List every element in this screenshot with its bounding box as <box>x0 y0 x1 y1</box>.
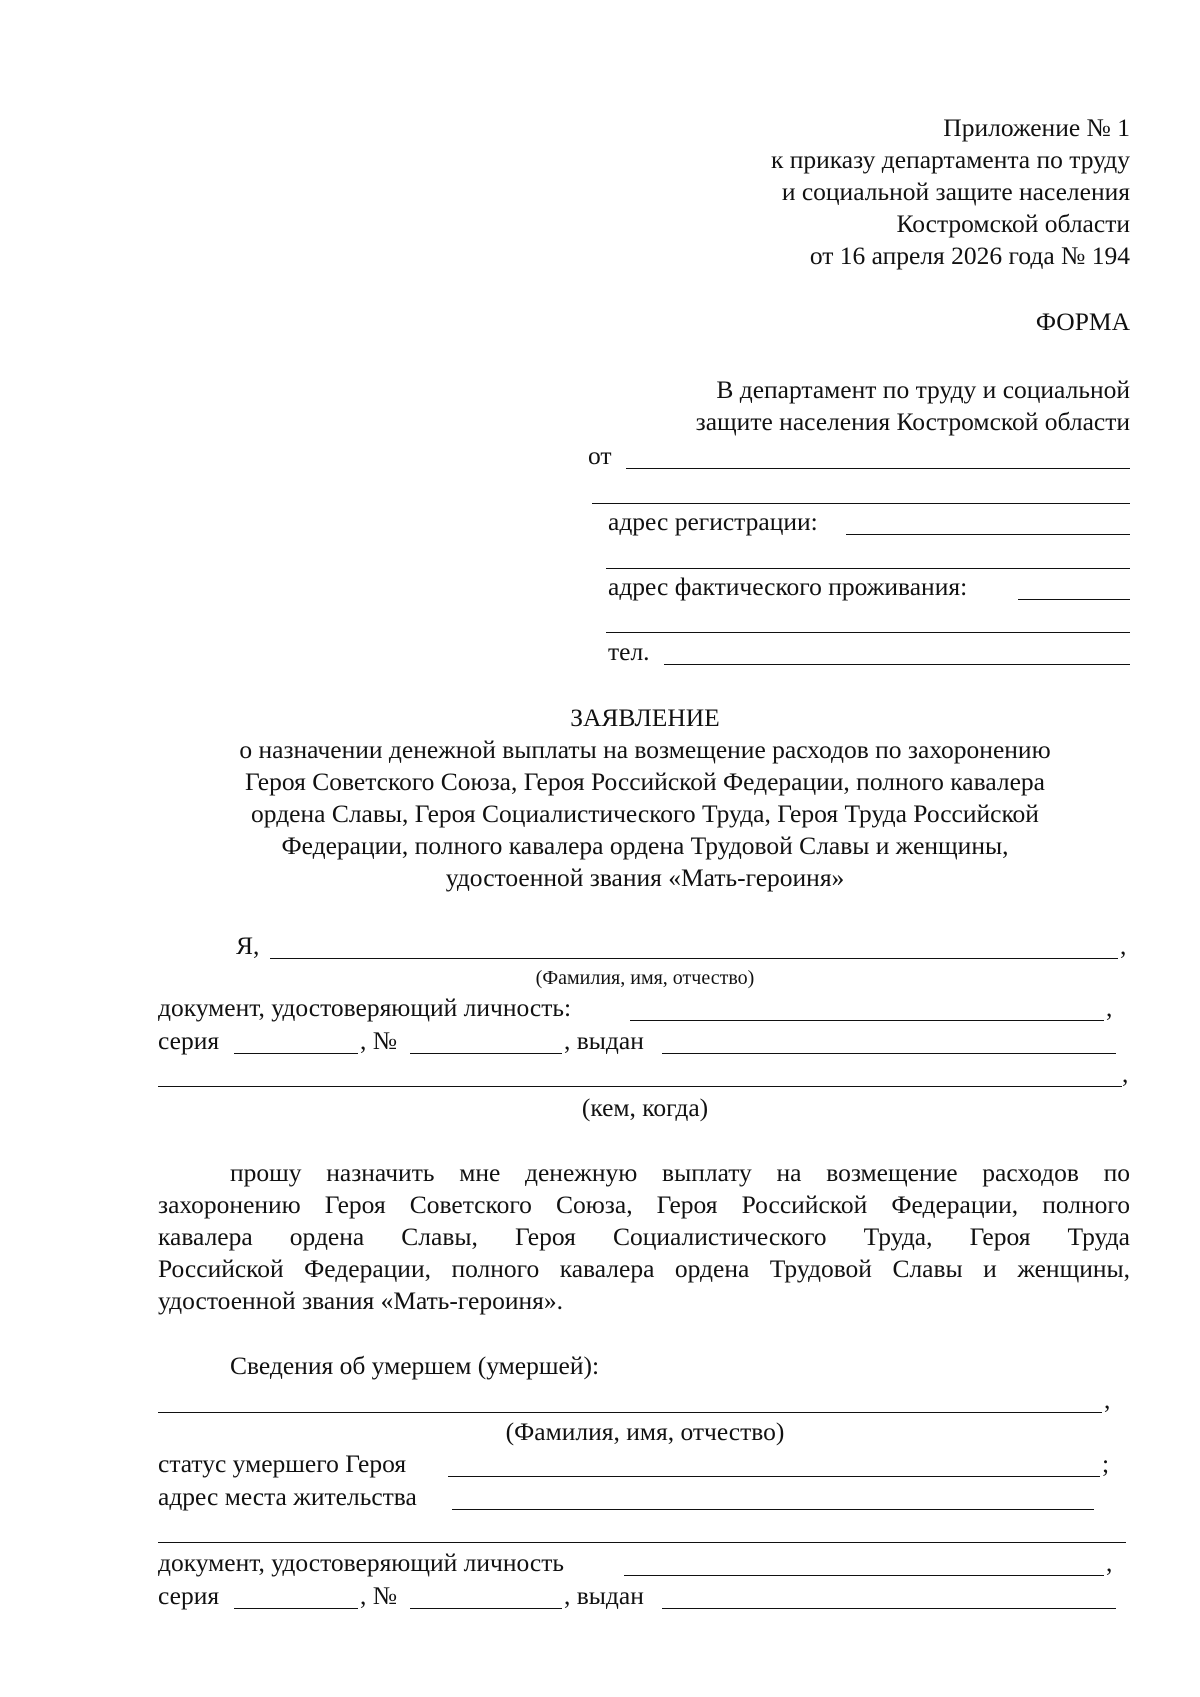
deceased-id-doc-comma: , <box>1106 1548 1113 1577</box>
applicant-fio-comma: , <box>1120 931 1127 960</box>
statement-title-line-1: о назначении денежной выплаты на возмещение расходов по захоронению <box>239 735 1051 764</box>
request-line-4-wrap <box>158 1253 1130 1285</box>
deceased-id-doc-field[interactable] <box>624 1575 1104 1576</box>
deceased-heading: Сведения об умершем (умершей): <box>230 1351 600 1380</box>
statement-title-line-3: ордена Славы, Героя Социалистического Труда, Героя Труда Российской <box>251 799 1039 828</box>
request-line-3-wrap <box>158 1221 1130 1253</box>
applicant-issued-hint: (кем, когда) <box>581 1093 709 1122</box>
deceased-address-field-continued[interactable] <box>158 1542 1126 1543</box>
appendix-line-2: к приказу департамента по труду <box>771 145 1130 174</box>
request-line-1: прошу назначить мне денежную выплату на возмещение расходов по <box>230 1158 1130 1187</box>
from-field[interactable] <box>626 468 1130 469</box>
statement-title-line-4: Федерации, полного кавалера ордена Трудовой Славы и женщины, <box>281 831 1009 860</box>
actual-address-label: адрес фактического проживания: <box>608 572 968 601</box>
applicant-issued-field-continued[interactable] <box>158 1086 1122 1087</box>
statement-title-line-5: удостоенной звания «Мать-героиня» <box>445 863 845 892</box>
i-label: Я, <box>236 931 260 960</box>
deceased-number-label: , № <box>360 1581 398 1610</box>
applicant-id-doc-comma: , <box>1106 993 1113 1022</box>
applicant-id-doc-field[interactable] <box>630 1020 1104 1021</box>
deceased-series-label: серия <box>158 1581 220 1610</box>
from-field-continued[interactable] <box>592 503 1130 504</box>
addressee-line-1: В департамент по труду и социальной <box>716 375 1130 404</box>
applicant-fio-hint: (Фамилия, имя, отчество) <box>535 967 755 989</box>
applicant-issued-comma: , <box>1122 1059 1129 1088</box>
appendix-line-3: и социальной защите населения <box>781 177 1130 206</box>
deceased-issued-field[interactable] <box>662 1608 1116 1609</box>
applicant-series-field[interactable] <box>234 1053 358 1054</box>
deceased-fio-comma: , <box>1104 1385 1111 1414</box>
request-line-3: кавалера ордена Славы, Героя Социалистического Труда, Героя Труда <box>158 1222 1130 1251</box>
reg-address-field[interactable] <box>846 534 1130 535</box>
applicant-fio-field[interactable] <box>270 958 1118 959</box>
appendix-line-1: Приложение № 1 <box>943 113 1130 142</box>
deceased-status-label: статус умершего Героя <box>158 1449 407 1478</box>
reg-address-label: адрес регистрации: <box>608 507 818 536</box>
deceased-address-label: адрес места жительства <box>158 1482 417 1511</box>
deceased-series-field[interactable] <box>234 1608 358 1609</box>
deceased-issued-label: , выдан <box>564 1581 644 1610</box>
from-label: от <box>588 441 612 470</box>
applicant-id-doc-label: документ, удостоверяющий личность: <box>158 993 572 1022</box>
statement-title-line-2: Героя Советского Союза, Героя Российской Федерации, полного кавалера <box>245 767 1045 796</box>
phone-label: тел. <box>608 637 650 666</box>
deceased-id-doc-label: документ, удостоверяющий личность <box>158 1548 564 1577</box>
request-line-4: Российской Федерации, полного кавалера ордена Трудовой Славы и женщины, <box>158 1254 1130 1283</box>
form-label: ФОРМА <box>1035 307 1130 336</box>
addressee-line-2: защите населения Костромской области <box>695 407 1130 436</box>
deceased-number-field[interactable] <box>410 1608 562 1609</box>
applicant-number-label: , № <box>360 1026 398 1055</box>
appendix-line-4: Костромской области <box>896 209 1130 238</box>
deceased-fio-field[interactable] <box>158 1412 1102 1413</box>
deceased-address-field[interactable] <box>452 1509 1094 1510</box>
deceased-status-field[interactable] <box>448 1476 1100 1477</box>
deceased-fio-hint: (Фамилия, имя, отчество) <box>505 1417 785 1446</box>
request-line-2-wrap <box>158 1189 1130 1221</box>
applicant-issued-label: , выдан <box>564 1026 644 1055</box>
actual-address-field[interactable] <box>1018 599 1130 600</box>
applicant-number-field[interactable] <box>410 1053 562 1054</box>
actual-address-field-continued[interactable] <box>606 632 1130 633</box>
statement-heading: ЗАЯВЛЕНИЕ <box>570 703 720 732</box>
request-line-5: удостоенной звания «Мать-героиня». <box>158 1286 563 1315</box>
applicant-issued-field[interactable] <box>662 1053 1116 1054</box>
deceased-status-semicolon: ; <box>1102 1449 1110 1478</box>
request-line-2: захоронению Героя Советского Союза, Героя Российской Федерации, полного <box>158 1190 1130 1219</box>
phone-field[interactable] <box>664 664 1130 665</box>
reg-address-field-continued[interactable] <box>606 568 1130 569</box>
applicant-series-label: серия <box>158 1026 220 1055</box>
request-line-1-wrap <box>230 1157 1130 1189</box>
appendix-line-5: от 16 апреля 2026 года № 194 <box>809 241 1130 270</box>
